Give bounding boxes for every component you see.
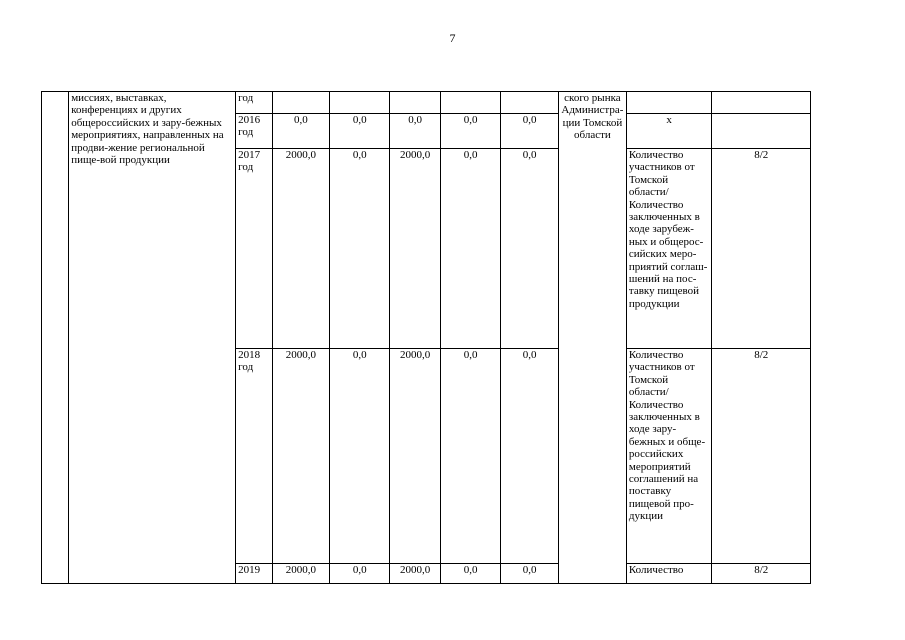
value-cell: 0,0 (272, 114, 329, 149)
value-cell: 0,0 (329, 149, 389, 349)
year-cell: год (236, 92, 273, 114)
indicator-value-cell: 8/2 (712, 564, 811, 584)
value-cell: 0,0 (440, 349, 500, 564)
value-cell: 0,0 (329, 114, 389, 149)
value-cell: 0,0 (329, 564, 389, 584)
indicator-cell: Количество участников от Томской области/ Количество заключенных в ходе зарубеж-ных и общерос-сийских меро-приятий соглаш-шений на пос-тавку пищевой продукции (626, 149, 711, 349)
indicator-value-cell: 8/2 (712, 149, 811, 349)
value-cell: 0,0 (501, 349, 559, 564)
year-cell: 2019 (236, 564, 273, 584)
value-cell: 0,0 (501, 114, 559, 149)
value-cell: 0,0 (440, 114, 500, 149)
index-cell (42, 92, 69, 584)
value-cell: 2000,0 (390, 564, 440, 584)
indicator-cell: х (626, 114, 711, 149)
value-cell: 2000,0 (272, 349, 329, 564)
event-name-cell: миссиях, выставках, конференциях и других общероссийских и зару-бежных мероприятиях, направленных на продви-жение региональной пище-вой продукции (69, 92, 236, 584)
value-cell: 2000,0 (390, 349, 440, 564)
value-cell: 0,0 (390, 114, 440, 149)
value-cell: 2000,0 (272, 149, 329, 349)
value-cell: 2000,0 (272, 564, 329, 584)
value-cell (501, 92, 559, 114)
indicator-cell: Количество участников от Томской области/ Количество заключенных в ходе зару-бежных и обще-российских мероприятий соглашений на поставку пищевой про-дукции (626, 349, 711, 564)
table-row (42, 92, 905, 114)
program-table (41, 91, 905, 584)
value-cell: 0,0 (501, 564, 559, 584)
value-cell: 2000,0 (390, 149, 440, 349)
year-cell: 2018 год (236, 349, 273, 564)
value-cell: 0,0 (440, 564, 500, 584)
value-cell: 0,0 (501, 149, 559, 349)
value-cell (272, 92, 329, 114)
value-cell (440, 92, 500, 114)
indicator-value-cell (712, 114, 811, 149)
indicator-value-cell (712, 92, 811, 114)
value-cell (329, 92, 389, 114)
value-cell: 0,0 (440, 149, 500, 349)
year-cell: 2017 год (236, 149, 273, 349)
indicator-cell (626, 92, 711, 114)
indicator-cell: Количество (626, 564, 711, 584)
executor-cell: ского рынка Администра-ции Томской области (558, 92, 626, 584)
value-cell (390, 92, 440, 114)
page-number: 7 (449, 31, 456, 45)
indicator-value-cell: 8/2 (712, 349, 811, 564)
value-cell: 0,0 (329, 349, 389, 564)
year-cell: 2016 год (236, 114, 273, 149)
